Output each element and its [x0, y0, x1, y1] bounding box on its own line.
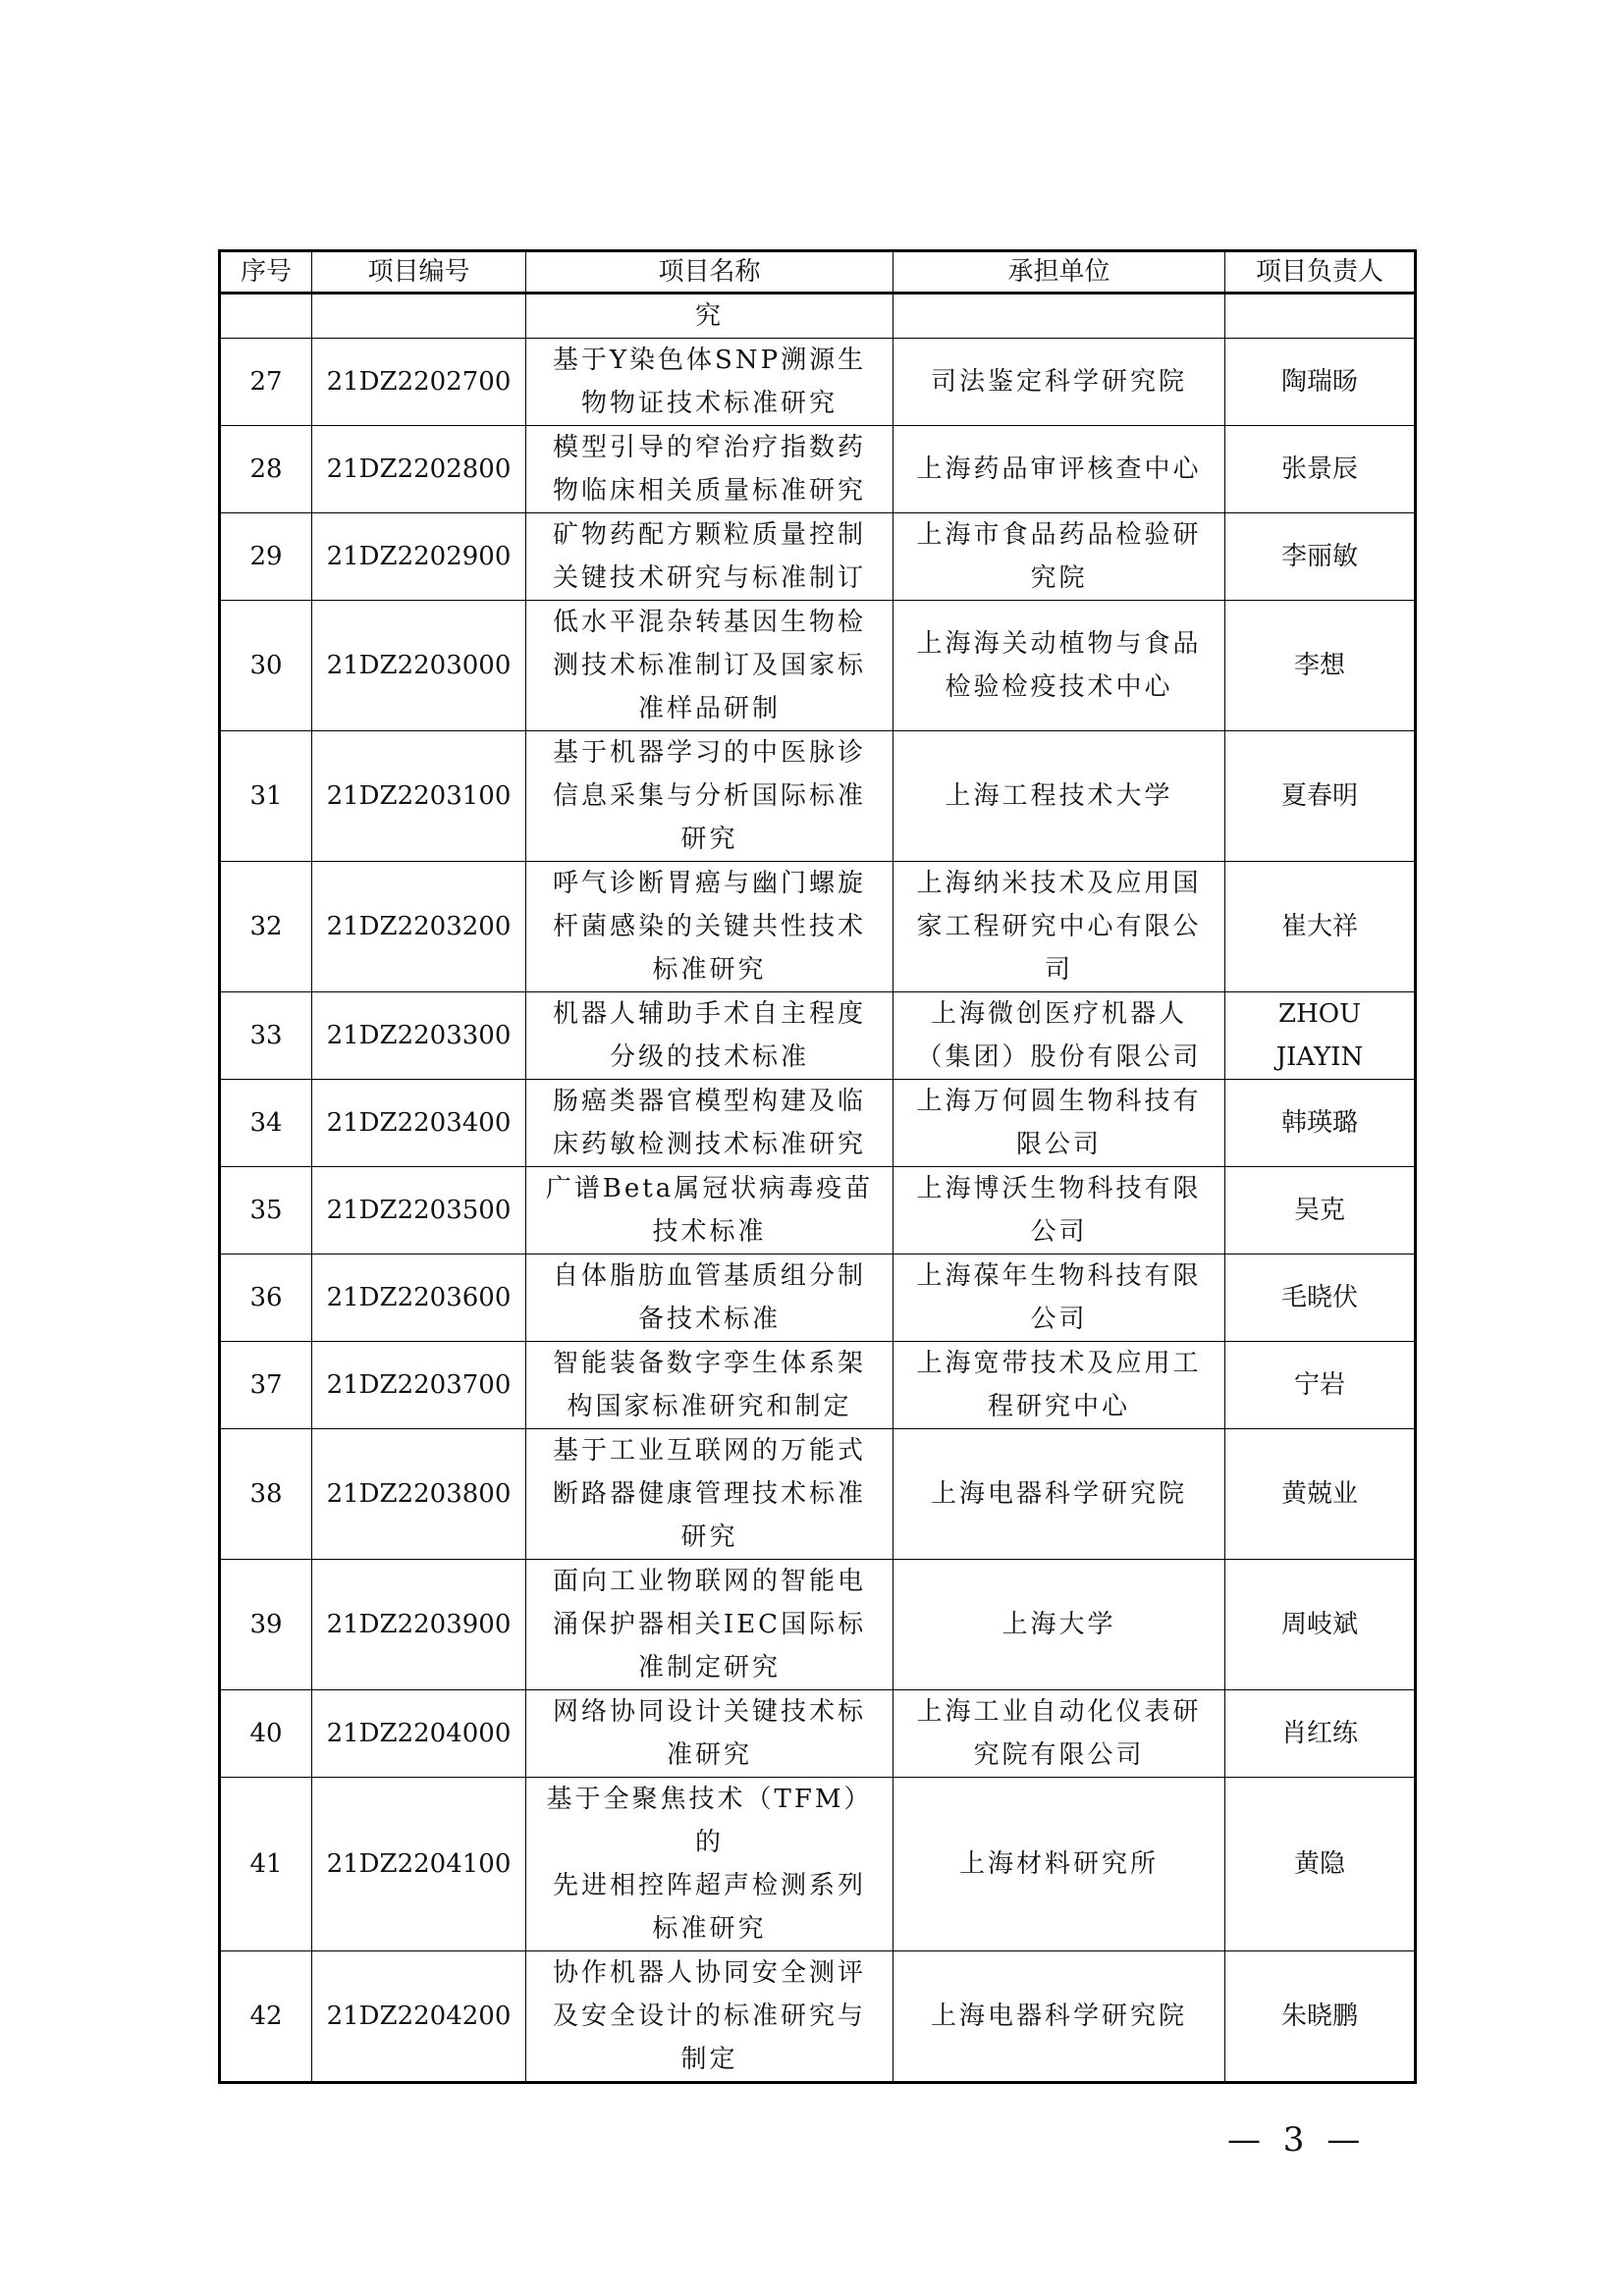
cell-name [526, 1080, 893, 1167]
cell-unit-line: 上海葆年生物科技有限 [916, 1261, 1202, 1291]
cell-name [526, 339, 893, 426]
cell-leader-line: 肖红练 [1280, 1719, 1358, 1748]
cell-leader [1225, 294, 1416, 339]
page-number: — 3 — [1227, 2120, 1367, 2160]
cell-name-line: 分级的技术标准 [609, 1042, 809, 1072]
cell-name-line: 测技术标准制订及国家标 [552, 651, 866, 680]
cell-unit [893, 426, 1225, 513]
cell-unit [893, 1778, 1225, 1951]
cell-name-line: 矿物药配方颗粒质量控制 [552, 520, 866, 550]
cell-unit [893, 1560, 1225, 1690]
cell-unit [893, 862, 1225, 992]
cell-code: 21DZ2202800 [312, 426, 526, 513]
cell-name-line: 面向工业物联网的智能电 [552, 1567, 866, 1596]
cell-leader [1225, 1560, 1416, 1690]
cell-unit-line: 上海电器科学研究院 [930, 1479, 1187, 1509]
cell-leader [1225, 1167, 1416, 1255]
cell-name [526, 1167, 893, 1255]
cell-leader [1225, 339, 1416, 426]
cell-code: 21DZ2203000 [312, 601, 526, 731]
cell-no: 31 [220, 731, 312, 862]
cell-unit-line: 上海万何圆生物科技有 [916, 1087, 1202, 1116]
cell-unit [893, 513, 1225, 601]
cell-unit-line: 限公司 [1015, 1130, 1102, 1159]
cell-leader-line: 李想 [1293, 651, 1345, 680]
cell-unit-line: 司 [1044, 955, 1073, 985]
cell-name [526, 1778, 893, 1951]
table-row [220, 1560, 1416, 1690]
cell-code: 21DZ2203500 [312, 1167, 526, 1255]
table-row [220, 1342, 1416, 1429]
cell-name-line: 及安全设计的标准研究与 [552, 2002, 866, 2031]
cell-unit-line: 上海电器科学研究院 [930, 2002, 1187, 2031]
table-row [220, 1690, 1416, 1778]
cell-unit [893, 1080, 1225, 1167]
cell-code: 21DZ2203400 [312, 1080, 526, 1167]
table-row [220, 426, 1416, 513]
table-header-row [220, 251, 1416, 294]
cell-unit [893, 294, 1225, 339]
cell-name [526, 1951, 893, 2083]
cell-name-line: 基于机器学习的中医脉诊 [552, 738, 866, 768]
cell-name-line: 准研究 [666, 1740, 752, 1770]
continuation-row [220, 294, 1416, 339]
table-row [220, 1080, 1416, 1167]
cell-no: 34 [220, 1080, 312, 1167]
cell-name-line: 信息采集与分析国际标准 [552, 781, 866, 811]
cell-name [526, 426, 893, 513]
table-body [220, 294, 1416, 2083]
cell-no: 39 [220, 1560, 312, 1690]
cell-name-line: 协作机器人协同安全测评 [552, 1958, 866, 1988]
cell-unit [893, 1951, 1225, 2083]
cell-name-line: 物临床相关质量标准研究 [552, 476, 866, 506]
cell-no: 38 [220, 1429, 312, 1560]
cell-name-line: 制定 [680, 2045, 738, 2074]
cell-name-line: 断路器健康管理技术标准 [552, 1479, 866, 1509]
cell-name-line: 涌保护器相关IEC国际标 [552, 1610, 867, 1639]
cell-unit-line: 上海市食品药品检验研 [916, 520, 1202, 550]
cell-name-line: 研究 [680, 825, 738, 854]
cell-no: 27 [220, 339, 312, 426]
cell-name [526, 862, 893, 992]
table-row [220, 1429, 1416, 1560]
cell-unit-line: 上海博沃生物科技有限 [916, 1174, 1202, 1203]
cell-name-line: 基于Y染色体SNP溯源生 [552, 346, 867, 375]
table-row [220, 1255, 1416, 1342]
cell-unit [893, 1255, 1225, 1342]
header-no: 序号 [220, 251, 312, 294]
cell-unit-line: 上海大学 [1001, 1610, 1116, 1639]
cell-code: 21DZ2203300 [312, 992, 526, 1080]
cell-name-line: 低水平混杂转基因生物检 [552, 608, 866, 637]
cell-unit [893, 992, 1225, 1080]
cell-leader-line: 张景辰 [1280, 454, 1358, 484]
cell-name-line: 广谱Beta属冠状病毒疫苗 [545, 1174, 874, 1203]
cell-unit-line: 上海工业自动化仪表研 [916, 1697, 1202, 1727]
cell-name-line: 模型引导的窄治疗指数药 [552, 433, 866, 462]
cell-unit-line: 上海药品审评核查中心 [916, 454, 1202, 484]
cell-name-line: 标准研究 [652, 1914, 767, 1944]
cell-leader-line: 吴克 [1293, 1196, 1345, 1225]
cell-leader-line: 周岐斌 [1280, 1610, 1358, 1639]
cell-leader-line: 毛晓伏 [1280, 1283, 1358, 1312]
cell-code: 21DZ2204000 [312, 1690, 526, 1778]
cell-leader [1225, 1080, 1416, 1167]
cell-name-line: 机器人辅助手术自主程度 [552, 999, 866, 1029]
cell-code: 21DZ2202900 [312, 513, 526, 601]
cell-unit-line: 公司 [1030, 1305, 1088, 1334]
cell-code: 21DZ2204100 [312, 1778, 526, 1951]
cell-code: 21DZ2202700 [312, 339, 526, 426]
cell-leader [1225, 1255, 1416, 1342]
cell-name [526, 731, 893, 862]
cell-name-line: 准制定研究 [637, 1653, 781, 1682]
cell-unit-line: 究院 [1030, 563, 1088, 593]
cell-unit-line: 上海纳米技术及应用国 [916, 869, 1202, 898]
cell-code [312, 294, 526, 339]
cell-no: 41 [220, 1778, 312, 1951]
cell-leader-line: 夏春明 [1280, 781, 1358, 811]
cell-leader-line: 崔大祥 [1280, 912, 1358, 941]
cell-unit-line: 究院有限公司 [973, 1740, 1145, 1770]
cell-unit [893, 1690, 1225, 1778]
cell-name-line: 床药敏检测技术标准研究 [552, 1130, 866, 1159]
cell-code: 21DZ2203100 [312, 731, 526, 862]
cell-leader [1225, 1951, 1416, 2083]
cell-leader [1225, 426, 1416, 513]
cell-name-line: 先进相控阵超声检测系列 [552, 1871, 866, 1900]
table-row [220, 862, 1416, 992]
cell-no: 35 [220, 1167, 312, 1255]
cell-leader [1225, 992, 1416, 1080]
cell-leader-line: 韩瑛璐 [1280, 1108, 1358, 1138]
table-row [220, 1951, 1416, 2083]
cell-code: 21DZ2204200 [312, 1951, 526, 2083]
cell-no: 29 [220, 513, 312, 601]
cell-name [526, 1429, 893, 1560]
cell-unit-line: 上海微创医疗机器人 [930, 999, 1187, 1029]
cell-leader [1225, 1342, 1416, 1429]
cell-name-line: 关键技术研究与标准制订 [552, 563, 866, 593]
cell-name-line: 技术标准 [652, 1217, 767, 1247]
cell-leader-line: 李丽敏 [1280, 542, 1358, 571]
cell-unit-line: 公司 [1030, 1217, 1088, 1247]
cell-no: 28 [220, 426, 312, 513]
cell-name [526, 1690, 893, 1778]
cell-unit-line: 检验检疫技术中心 [945, 672, 1173, 702]
cell-name-line: 智能装备数字孪生体系架 [552, 1349, 866, 1378]
cell-no: 32 [220, 862, 312, 992]
cell-unit-line: 上海海关动植物与食品 [916, 629, 1202, 659]
cell-no: 36 [220, 1255, 312, 1342]
cell-code: 21DZ2203600 [312, 1255, 526, 1342]
table-row [220, 601, 1416, 731]
cell-name-line: 肠癌类器官模型构建及临 [552, 1087, 866, 1116]
header-leader: 项目负责人 [1225, 251, 1416, 294]
table-row [220, 1778, 1416, 1951]
cell-unit-line: 家工程研究中心有限公 [916, 912, 1202, 941]
header-code: 项目编号 [312, 251, 526, 294]
cell-leader-line: 陶瑞旸 [1280, 367, 1358, 397]
cell-leader [1225, 513, 1416, 601]
cell-leader [1225, 1690, 1416, 1778]
cell-no: 30 [220, 601, 312, 731]
cell-leader [1225, 1429, 1416, 1560]
cell-leader [1225, 862, 1416, 992]
cell-leader [1225, 731, 1416, 862]
cell-leader [1225, 601, 1416, 731]
cell-name [526, 1342, 893, 1429]
projects-table [218, 249, 1417, 2084]
cell-leader-line: 宁岩 [1293, 1370, 1345, 1400]
cell-no [220, 294, 312, 339]
cell-name [526, 992, 893, 1080]
cell-name-line: 自体脂肪血管基质组分制 [552, 1261, 866, 1291]
cell-unit-line: 上海工程技术大学 [945, 781, 1173, 811]
cell-no: 42 [220, 1951, 312, 2083]
cell-name-line: 基于工业互联网的万能式 [552, 1436, 866, 1466]
table-row [220, 1167, 1416, 1255]
cell-leader-line: 黄兢业 [1280, 1479, 1358, 1509]
cell-name-line: 杆菌感染的关键共性技术 [552, 912, 866, 941]
cell-unit [893, 1342, 1225, 1429]
cell-name [526, 1560, 893, 1690]
cell-unit [893, 1167, 1225, 1255]
cell-name [526, 601, 893, 731]
cell-unit-line: 上海宽带技术及应用工 [916, 1349, 1202, 1378]
table-row [220, 513, 1416, 601]
cell-name-line: 构国家标准研究和制定 [567, 1392, 852, 1421]
cell-name-line: 呼气诊断胃癌与幽门螺旋 [552, 869, 866, 898]
cell-unit [893, 339, 1225, 426]
cell-leader [1225, 1778, 1416, 1951]
cell-name [526, 513, 893, 601]
cell-code: 21DZ2203900 [312, 1560, 526, 1690]
header-name: 项目名称 [526, 251, 893, 294]
cell-name [526, 1255, 893, 1342]
table-row [220, 992, 1416, 1080]
cell-no: 37 [220, 1342, 312, 1429]
cell-name-line: 标准研究 [652, 955, 767, 985]
cell-name-line: 基于全聚焦技术（TFM）的 [546, 1785, 873, 1857]
cell-no: 40 [220, 1690, 312, 1778]
cell-unit-line: 司法鉴定科学研究院 [930, 367, 1187, 397]
cell-leader-line: 朱晓鹏 [1280, 2002, 1358, 2031]
cell-name-line: 准样品研制 [637, 694, 781, 723]
cell-name-line: 研究 [680, 1522, 738, 1552]
cell-code: 21DZ2203800 [312, 1429, 526, 1560]
cell-code: 21DZ2203200 [312, 862, 526, 992]
cell-unit [893, 601, 1225, 731]
cell-unit-line: 上海材料研究所 [958, 1849, 1159, 1879]
cell-name: 究 [526, 294, 893, 339]
cell-no: 33 [220, 992, 312, 1080]
cell-leader-line: 黄隐 [1293, 1849, 1345, 1879]
cell-unit-line: （集团）股份有限公司 [916, 1042, 1202, 1072]
table-row [220, 339, 1416, 426]
header-unit: 承担单位 [893, 251, 1225, 294]
cell-leader-line: JIAYIN [1275, 1042, 1364, 1072]
cell-name-line: 网络协同设计关键技术标 [552, 1697, 866, 1727]
cell-name-line: 物物证技术标准研究 [580, 389, 838, 418]
cell-name-line: 备技术标准 [637, 1305, 781, 1334]
table-row [220, 731, 1416, 862]
cell-code: 21DZ2203700 [312, 1342, 526, 1429]
cell-unit-line: 程研究中心 [987, 1392, 1130, 1421]
cell-leader-line: ZHOU [1278, 999, 1361, 1029]
cell-unit [893, 1429, 1225, 1560]
cell-unit [893, 731, 1225, 862]
